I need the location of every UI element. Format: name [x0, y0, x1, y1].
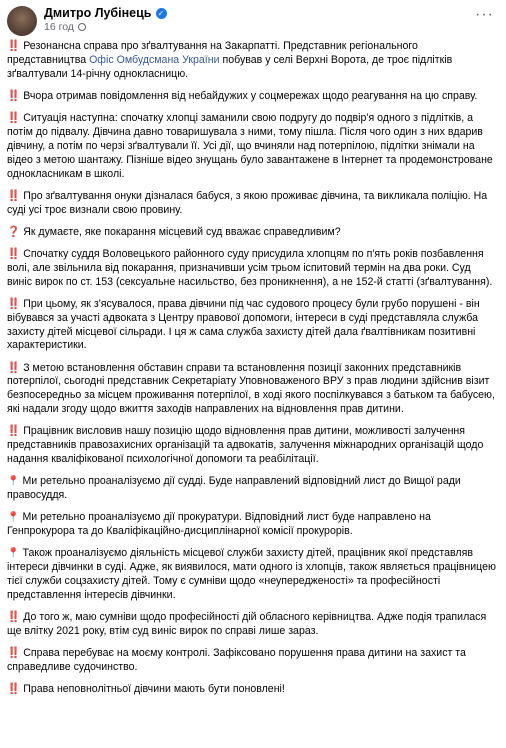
- post-paragraph: [7, 611, 496, 639]
- exclamation-icon: ‼️: [7, 683, 21, 696]
- avatar[interactable]: [7, 6, 37, 36]
- exclamation-icon: ‼️: [7, 425, 21, 438]
- post-paragraph: [7, 362, 496, 418]
- post-content: [7, 40, 496, 697]
- paragraph-text: Також проаналізуємо діяльність місцевої служби захисту дітей, працівник якої представляв інтереси дівчинки в суді. Адже, як виявилося, мати одного із хлопців, також являється працівницею тієї служби соцзахисту дітей. Тому є сумніви щодо «неупередженості» та професійності представлення інтересів дівчинки.: [7, 547, 496, 601]
- paragraph-text: Справа перебуває на моєму контролі. Зафіксовано порушення права дитини на захист та справедливе судочинство.: [7, 647, 466, 673]
- exclamation-icon: ‼️: [7, 611, 21, 624]
- post-paragraph: [7, 226, 496, 240]
- exclamation-icon: ‼️: [7, 247, 21, 260]
- paragraph-text: Спочатку суддя Воловецького районного суду присудила хлопцям по п'ять років позбавлення волі, але звільнила від покарання, призначивши усім трьом іспитовий термін на два роки. Суд виніс вирок по ст. 153 (сексуальне насильство, без проникнення), а не 152-й статті (зґвалтування).: [7, 247, 493, 288]
- paragraph-text: Ситуація наступна: спочатку хлопці заманили свою подругу до подвір'я одного з підлітків, а потім до підвалу. Дівчина давно товаришувала з ними, тому пішла. Після чого один з них вдарив дівчину, а потім по черзі зґвалтували її. Усі дії, що вчиняли над потерпілою, підлітки знімали на відео з метою шантажу. Пізніше відео знущань було завантажене в Інтернет та продемонстроване однокласникам в школі.: [7, 112, 493, 180]
- exclamation-icon: ‼️: [7, 189, 21, 202]
- pin-icon: 📍: [7, 512, 20, 524]
- exclamation-icon: ‼️: [7, 112, 21, 124]
- exclamation-icon: ‼️: [7, 647, 21, 660]
- author-name[interactable]: Дмитро Лубінець: [44, 6, 152, 20]
- post-paragraph: [7, 248, 496, 290]
- post-meta: [44, 6, 167, 34]
- paragraph-text: Ми ретельно проаналізуємо дії судді. Буде направлений відповідний лист до Вищої ради правосуддя.: [7, 475, 461, 502]
- paragraph-text: Права неповнолітньої дівчини мають бути поновлені!: [23, 683, 285, 696]
- paragraph-text: побував у селі Верхні Ворота, де троє підлітків зґвалтували 14-річну однокласницю.: [7, 53, 453, 80]
- paragraph-text: Ми ретельно проаналізуємо дії прокуратури. Відповідний лист буде направлено на Генпрокурора та до Кваліфікаційно-дисциплінарної комісії прокурорів.: [7, 511, 431, 538]
- author-row: [44, 6, 167, 20]
- paragraph-text: Як думаєте, яке покарання місцевий суд вважає справедливим?: [23, 225, 341, 238]
- post-paragraph: [7, 475, 496, 503]
- post-paragraph: [7, 40, 496, 82]
- paragraph-text: Працівник висловив нашу позицію щодо відновлення прав дитини, можливості залучення представників правозахисних організацій та адвокатів, залучення міжнародних організацій щодо надання кваліфікованої психологічної допомоги та реабілітації.: [7, 425, 484, 466]
- pin-icon: 📍: [7, 476, 20, 488]
- exclamation-icon: ‼️: [7, 40, 21, 52]
- exclamation-icon: ‼️: [7, 297, 21, 310]
- post-timestamp[interactable]: 16 год: [44, 21, 74, 33]
- timestamp-row: [44, 20, 167, 34]
- post-header: [7, 6, 496, 40]
- post-paragraph: [7, 511, 496, 539]
- question-icon: ❓: [7, 225, 21, 238]
- paragraph-text: До того ж, маю сумніви щодо професійності дій обласного керівництва. Адже подія трапилася ще влітку 2021 року, втім суд виніс вирок по справі лише зараз.: [7, 611, 487, 637]
- post-paragraph: [7, 683, 496, 697]
- post-paragraph: [7, 112, 496, 182]
- paragraph-text: При цьому, як з'ясувалося, права дівчини під час судового процесу були грубо порушені - він вібувався за участі адвоката з Центру правової допомоги, інтереси в суді представляла служба захисту дітей місцевої сільради. І ця ж сама служба захисту дітей дала ґвалтівникам позитивні характеристики.: [7, 297, 480, 352]
- paragraph-text: Про зґвалтування онуки дізналася бабуся, з якою проживає дівчина, та викликала поліцію. На суді усі троє визнали свою провину.: [7, 189, 488, 216]
- more-options-icon[interactable]: ···: [475, 6, 494, 23]
- verified-badge-icon: ✓: [156, 8, 167, 19]
- post-paragraph: [7, 425, 496, 467]
- globe-icon: [78, 23, 86, 31]
- paragraph-text: З метою встановлення обставин справи та встановлення позиції законних представників потерпілої, сьогодні представник Секретаріату Уповноваженого ВРУ з прав людини здійснив візит безпосередньо за місцем проживання потерпілої, в ході якого поспілкувався з батьком та бабусею, які надали згоду щодо вжиття заходів направлених на відновлення прав дитини.: [7, 361, 495, 416]
- post-paragraph: [7, 647, 496, 675]
- post-paragraph: [7, 90, 496, 104]
- paragraph-text: Вчора отримав повідомлення від небайдужих у соцмережах щодо реагування на цю справу.: [23, 89, 478, 102]
- post-paragraph: [7, 190, 496, 218]
- exclamation-icon: ‼️: [7, 89, 21, 102]
- post-paragraph: [7, 547, 496, 603]
- pin-icon: 📍: [7, 548, 20, 560]
- paragraph-text: Резонансна справа про зґвалтування на Закарпатті. Представник регіонального представництва: [7, 40, 418, 66]
- post-paragraph: [7, 298, 496, 354]
- ombudsman-office-link[interactable]: Офіс Омбудсмана України: [89, 53, 220, 66]
- exclamation-icon: ‼️: [7, 361, 21, 374]
